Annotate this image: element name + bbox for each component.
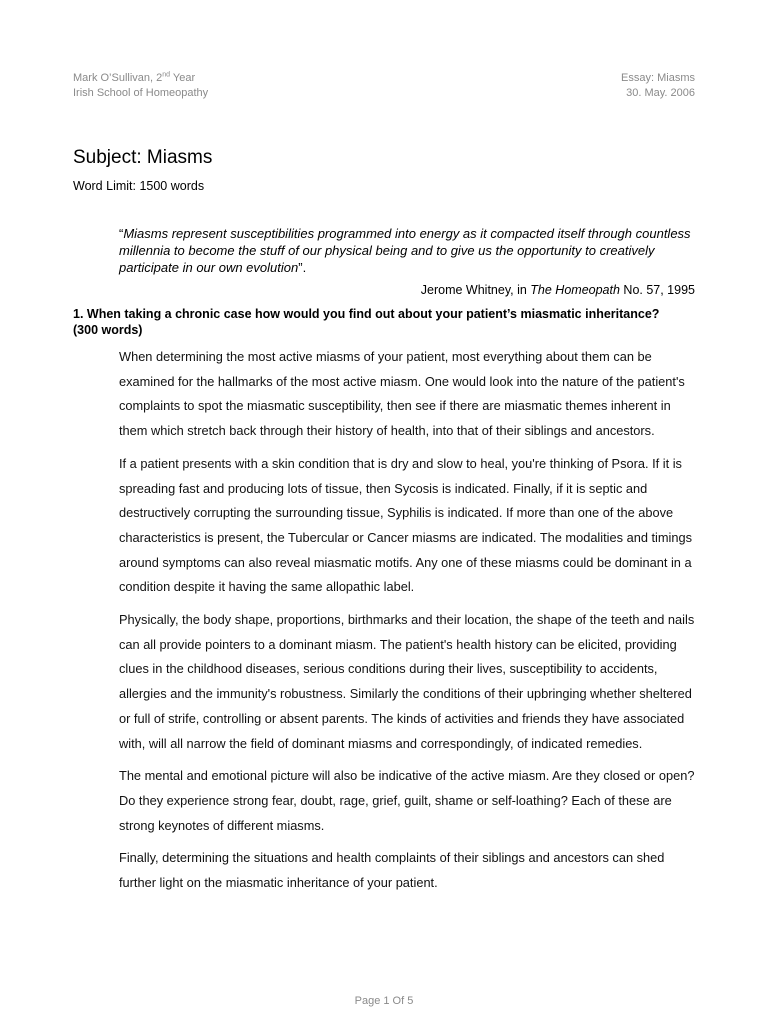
word-limit: Word Limit: 1500 words (73, 179, 205, 193)
paragraph: Finally, determining the situations and health complaints of their siblings and ancestors can shed further light on the miasmatic inheritance of your patient. (119, 850, 665, 891)
essay-date: 30. May. 2006 (626, 87, 695, 99)
paragraph: When determining the most active miasms of your patient, most everything about them can be examined for the hallmarks of the most active miasm. One would look into the nature of the patient's complaints to spot the miasmatic susceptibility, then see if there are miasmatic themes inherent in them which stretch back through their history of health, into that of their siblings and ancestors. (119, 349, 685, 439)
epigraph-quote (119, 225, 699, 276)
author-line (73, 71, 208, 86)
paragraph: If a patient presents with a skin condition that is dry and slow to heal, you're thinking of Psora. If it is spreading fast and producing lots of tissue, then Sycosis is indicated. Finally, if it is septic and destructively corrupting the surrounding tissue, Syphilis is indicated. If more than one of the above characteristics is present, the Tubercular or Cancer miasms are indicated. The modalities and timings around symptoms can also reveal miasmatic motifs. Any one of these miasms could be dominant in a condition despite it having the same allopathic label. (119, 455, 693, 595)
quote-close-mark: ”. (298, 260, 307, 275)
paragraph: Physically, the body shape, proportions, birthmarks and their location, the shape of the teeth and nails can all provide pointers to a dominant miasm. The patient's health history can be elicited, providing clues in the childhood diseases, serious conditions during their lives, susceptibility to accidents, allergies and the immunity's robustness. Similarly the conditions of their upbringing whether sheltered or full of strife, controlling or absent parents. The kinds of activities and friends they have associated with, will all narrow the field of dominant miasms and correspondingly, of indicated remedies. (119, 612, 695, 751)
quote-open-mark: “ (119, 226, 124, 241)
page-number-footer: Page 1 Of 5 (354, 995, 414, 1007)
header-left (73, 71, 208, 101)
attribution-publication: The Homeopath (530, 283, 620, 297)
school-name: Irish School of Homeopathy (73, 87, 209, 99)
header-right (621, 71, 695, 101)
paragraph: The mental and emotional picture will also be indicative of the active miasm. Are they closed or open? Do they experience strong fear, doubt, rage, grief, guilt, shame or self-loathing? Each of these are strong keynotes of different miasms. (119, 768, 695, 833)
subject-heading: Subject: Miasms (73, 147, 213, 168)
quote-attribution (421, 282, 695, 298)
answer-body (119, 345, 699, 904)
author-name: Mark O’Sullivan, 2 (73, 72, 163, 84)
attribution-suffix: No. 57, 1995 (619, 283, 695, 297)
attribution-prefix: Jerome Whitney, in (420, 283, 531, 297)
author-year-superscript: nd (162, 71, 171, 79)
author-year-rest: Year (170, 72, 196, 84)
essay-title: Essay: Miasms (621, 72, 695, 84)
quote-text: Miasms represent susceptibilities programmed into energy as it compacted itself through countless millennia to become the stuff of our physical being and to give us the opportunity to creatively participate in our own evolution (119, 226, 691, 275)
question-heading: 1. When taking a chronic case how would you find out about your patient’s miasmatic inheritance? (300 words) (73, 307, 660, 337)
